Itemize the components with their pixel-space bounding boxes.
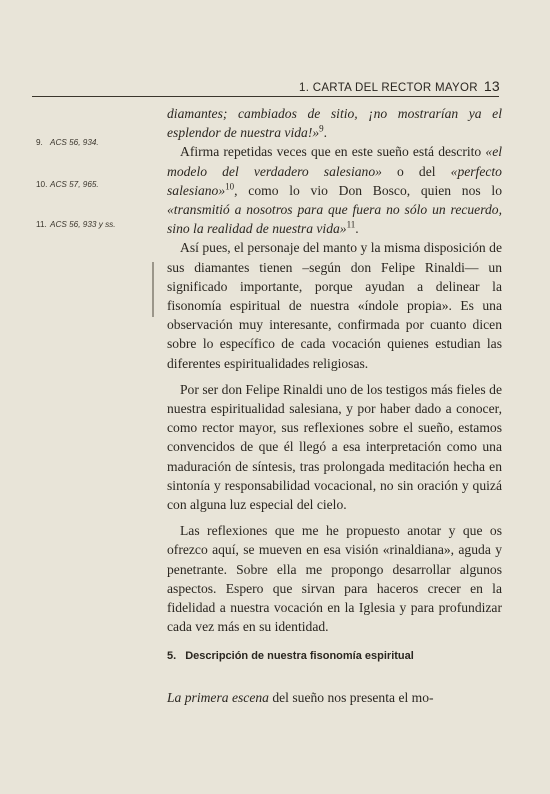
final-italic: La primera escena xyxy=(167,690,269,705)
paragraph: Por ser don Felipe Rinaldi uno de los testigos más fieles de nuestra espiritualidad salesiana, y por haber dado a conocer, como rector mayor, sus reflexiones sobre el sueño, estamos convencidos de que él llegó a esa interpretación como una maduración de síntesis, tras prolongada meditación hecha en sintonía y responsabilidad vocacional, no sin oración y quizá con alguna luz especial del cielo. xyxy=(167,381,502,513)
final-text: del sueño nos presenta el mo- xyxy=(268,690,434,705)
margin-note: 10. ACS 57, 965. xyxy=(36,180,99,189)
paragraph: Afirma repetidas veces que en este sueño está descrito «el modelo del verdadero salesiano» o del «perfecto salesiano»$^{10}$, como lo vio Don Bosco, quien nos lo «transmitió a nosotros para que fuera no sólo un recuerdo, sino la realidad de nuestra vida»$^{11}$. xyxy=(167,144,502,237)
paragraph: Las reflexiones que me he propuesto anotar y que os ofrezco aquí, se mueven en esa visión «rinaldiana», aguda y penetrante. Sobre ella me propongo desarrollar algunos aspectos. Espero que sirvan para haceros crecer en la fidelidad a nuestra vocación en la Iglesia y para profundizar cada vez más en su identidad. xyxy=(167,523,502,635)
header-title: 1. CARTA DEL RECTOR MAYOR xyxy=(299,82,478,94)
header-rule xyxy=(32,96,499,97)
section-number: 5. xyxy=(167,650,177,662)
section-title: Descripción de nuestra fisonomía espiritual xyxy=(185,650,414,662)
body-text xyxy=(167,104,502,636)
paragraph: diamantes; cambiados de sitio, ¡no mostrarían ya el esplendor de nuestra vida!»$^9$. xyxy=(167,106,502,141)
margin-note: 11. ACS 56, 933 y ss. xyxy=(36,220,116,229)
running-header xyxy=(0,78,500,94)
page-number: 13 xyxy=(483,78,500,94)
section-heading xyxy=(167,650,414,662)
margin-bar xyxy=(152,262,154,317)
final-line xyxy=(167,688,502,707)
paragraph: Así pues, el personaje del manto y la misma disposición de sus diamantes tienen –según don Felipe Rinaldi— un significado importante, porque ayudan a delinear la fisonomía espiritual de nuestra «índole propia». Es una observación muy interesante, confirmada por cuanto dicen sobre lo específico de cada vocación quienes estudian las diferentes espiritualidades religiosas. xyxy=(167,240,502,371)
margin-note: 9. ACS 56, 934. xyxy=(36,138,99,147)
